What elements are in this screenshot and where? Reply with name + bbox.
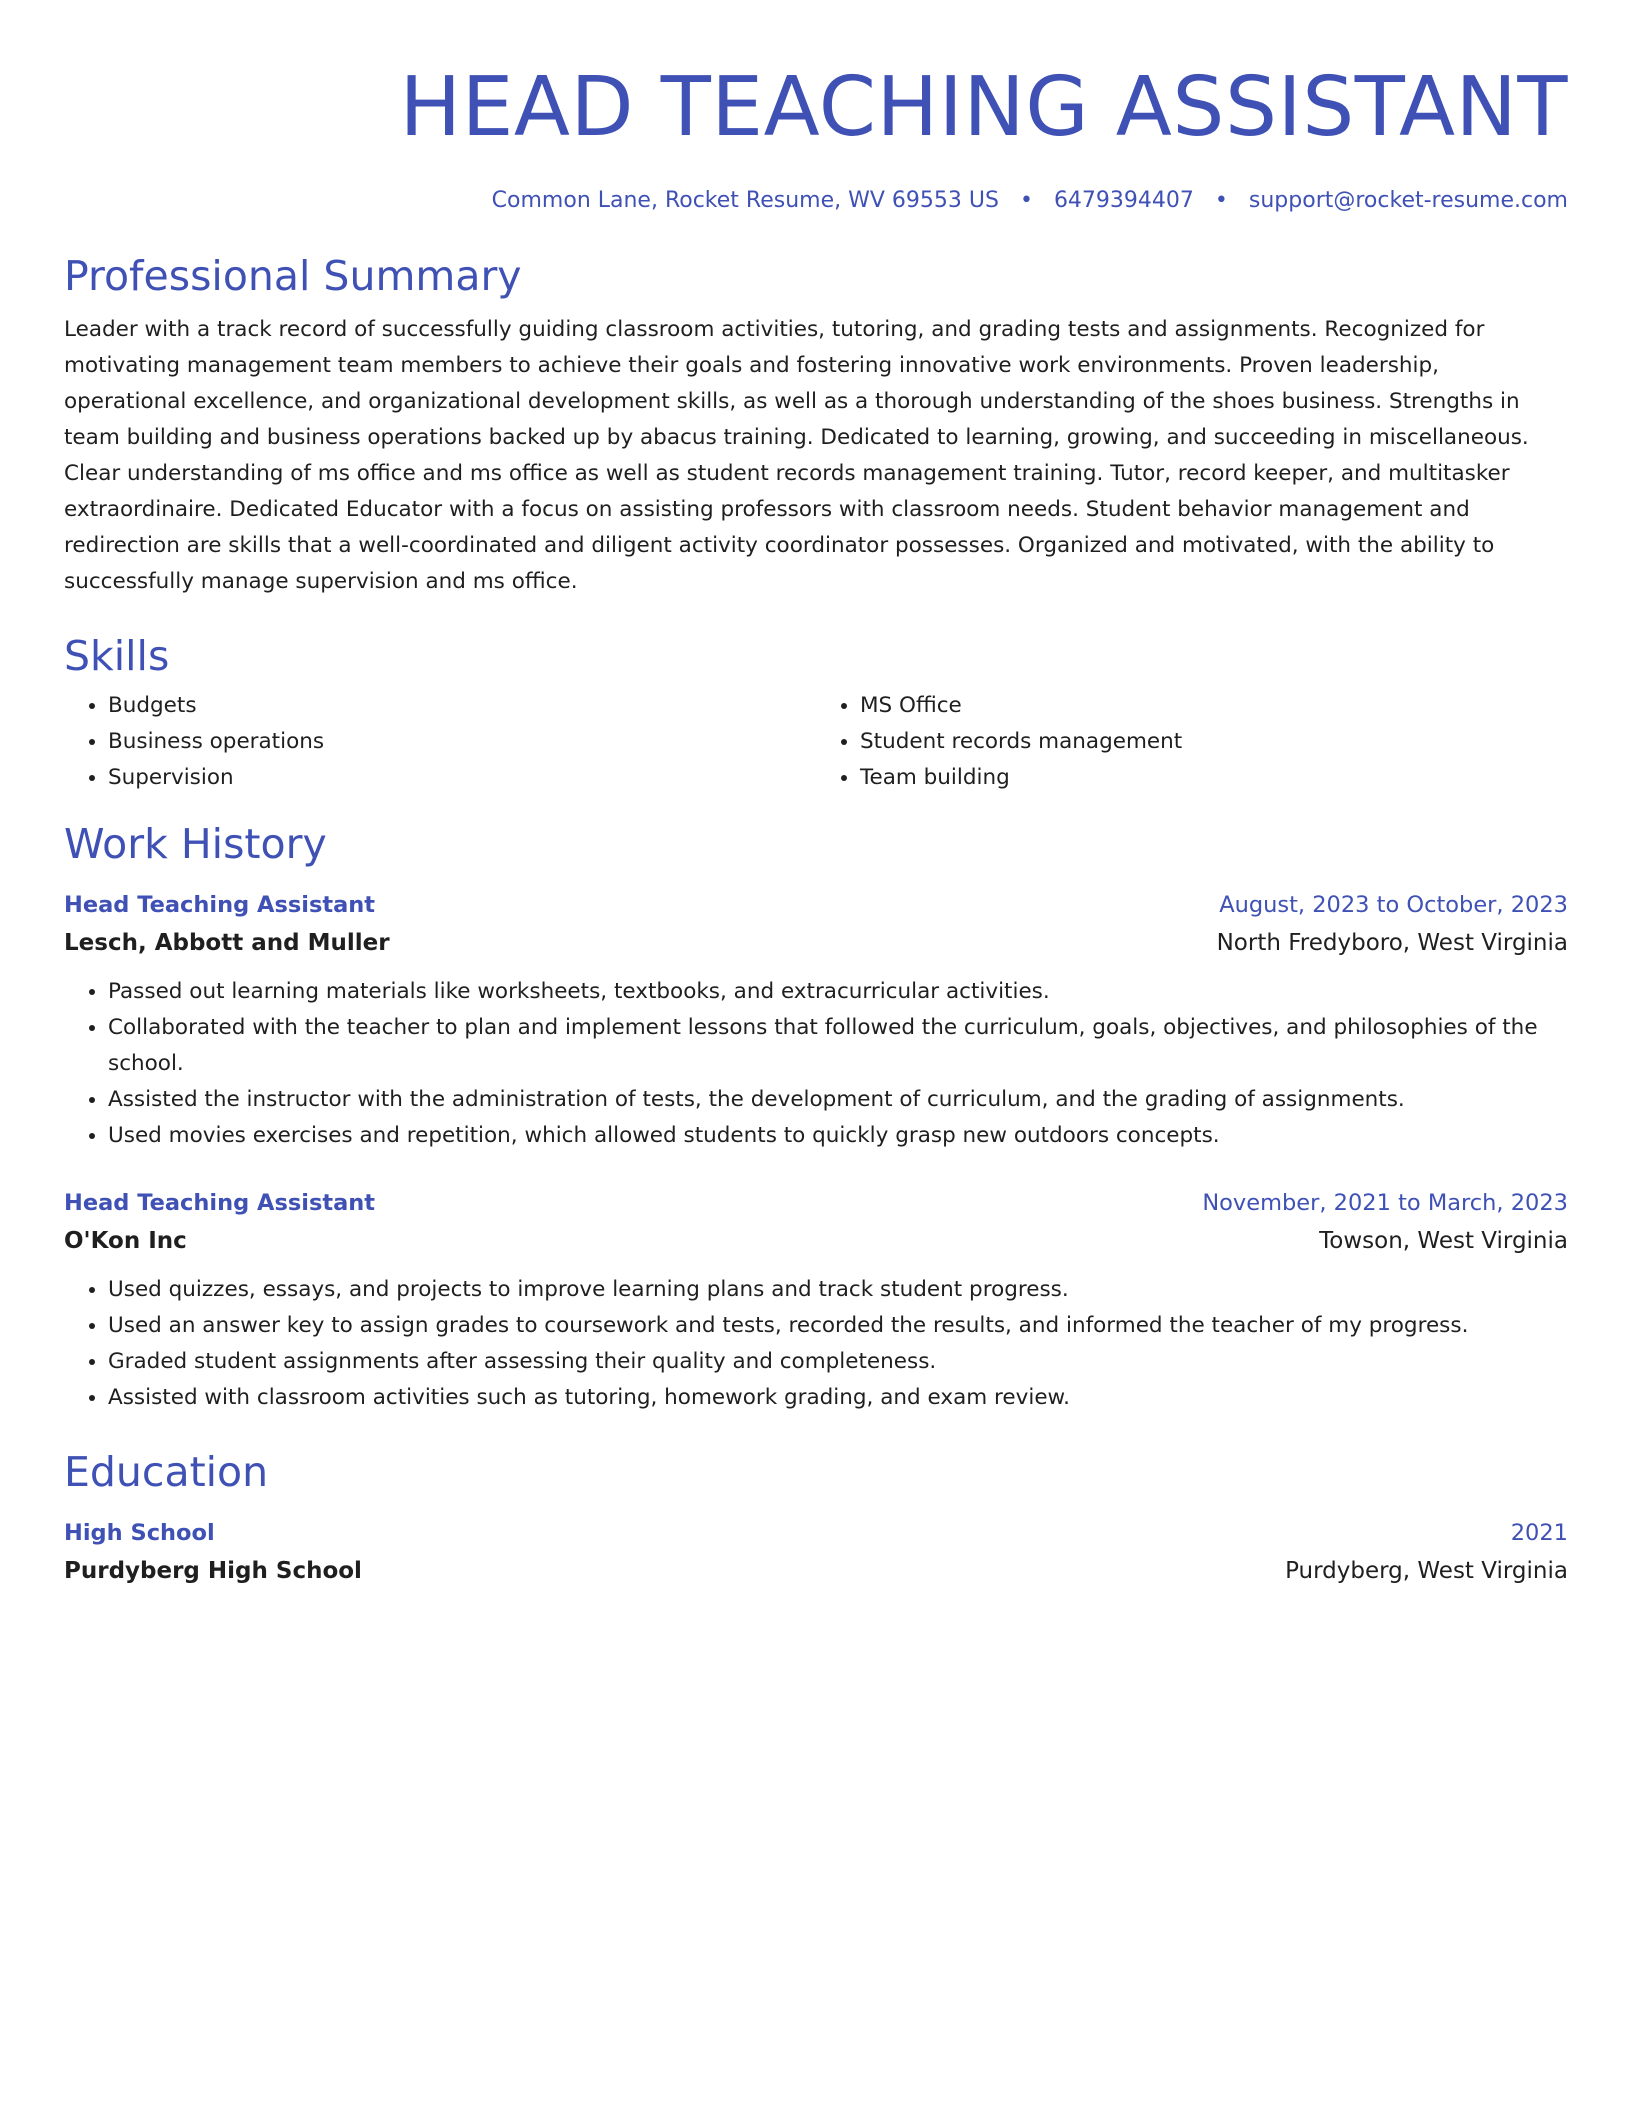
job-duty: • Graded student assignments after assessing their quality and completeness. (108, 1344, 1568, 1380)
resume-name-title: HEAD TEACHING ASSISTANT (399, 60, 1568, 155)
school-name: Purdyberg High School (64, 1558, 362, 1584)
job-dates: August, 2023 to October, 2023 (1219, 892, 1568, 918)
work-history-heading: Work History (64, 820, 327, 868)
job-duty: • Collaborated with the teacher to plan and implement lessons that followed the curriculum, goals, objectives, and philosophies of the school. (108, 1010, 1568, 1082)
skill-item: • Budgets (108, 688, 816, 724)
skills-list (64, 688, 1568, 796)
graduation-year: 2021 (1510, 1520, 1568, 1546)
work-entry (64, 886, 1568, 1154)
job-duty: • Assisted with classroom activities such as tutoring, homework grading, and exam review. (108, 1380, 1568, 1416)
skill-item: • Business operations (108, 724, 816, 760)
skill-item: • MS Office (860, 688, 1568, 724)
contact-separator: • (1019, 188, 1033, 213)
job-title: Head Teaching Assistant (64, 892, 376, 918)
work-entry (64, 1184, 1568, 1416)
job-dates: November, 2021 to March, 2023 (1202, 1190, 1568, 1216)
skills-heading: Skills (64, 632, 170, 680)
summary-heading: Professional Summary (64, 252, 522, 300)
job-duty: • Used quizzes, essays, and projects to improve learning plans and track student progress. (108, 1272, 1568, 1308)
skill-item: • Supervision (108, 760, 816, 796)
job-duty: • Used movies exercises and repetition, which allowed students to quickly grasp new outdoors concepts. (108, 1118, 1568, 1154)
contact-address: Common Lane, Rocket Resume, WV 69553 US (491, 188, 999, 213)
job-duty: • Used an answer key to assign grades to coursework and tests, recorded the results, and informed the teacher of my progress. (108, 1308, 1568, 1344)
degree-name: High School (64, 1520, 215, 1546)
job-duty: • Assisted the instructor with the administration of tests, the development of curriculum, and the grading of assignments. (108, 1082, 1568, 1118)
job-location: North Fredyboro, West Virginia (1216, 930, 1568, 956)
summary-text: Leader with a track record of successfully guiding classroom activities, tutoring, and grading tests and assignments. Recognized for motivating management team members to achieve their goals and fostering innovative work environments. Proven leadership, operational excellence, and organizational development skills, as well as a thorough understanding of the shoes business. Strengths in team building and business operations backed up by abacus training. Dedicated to learning, growing, and succeeding in miscellaneous. Clear understanding of ms office and ms office as well as student records management training. Tutor, record keeper, and multitasker extraordinaire. Dedicated Educator with a focus on assisting professors with classroom needs. Student behavior management and redirection are skills that a well-coordinated and diligent activity coordinator possesses. Organized and motivated, with the ability to successfully manage supervision and ms office. (64, 317, 1529, 594)
contact-email: support@rocket-resume.com (1248, 188, 1568, 213)
contact-separator: • (1214, 188, 1228, 213)
job-duties-list (64, 1272, 1568, 1416)
school-location: Purdyberg, West Virginia (1285, 1558, 1568, 1584)
employer-name: Lesch, Abbott and Muller (64, 930, 390, 956)
skill-item: • Student records management (860, 724, 1568, 760)
job-duty: • Passed out learning materials like worksheets, textbooks, and extracurricular activities. (108, 974, 1568, 1010)
contact-line (64, 186, 1568, 216)
employer-name: O'Kon Inc (64, 1228, 187, 1254)
skill-item: • Team building (860, 760, 1568, 796)
education-entry (64, 1514, 1568, 1590)
job-title: Head Teaching Assistant (64, 1190, 376, 1216)
contact-phone: 6479394407 (1053, 188, 1194, 213)
job-location: Towson, West Virginia (1319, 1228, 1568, 1254)
skills-column-right (816, 688, 1568, 796)
education-heading: Education (64, 1448, 269, 1496)
job-duties-list (64, 974, 1568, 1154)
skills-column-left (64, 688, 816, 796)
